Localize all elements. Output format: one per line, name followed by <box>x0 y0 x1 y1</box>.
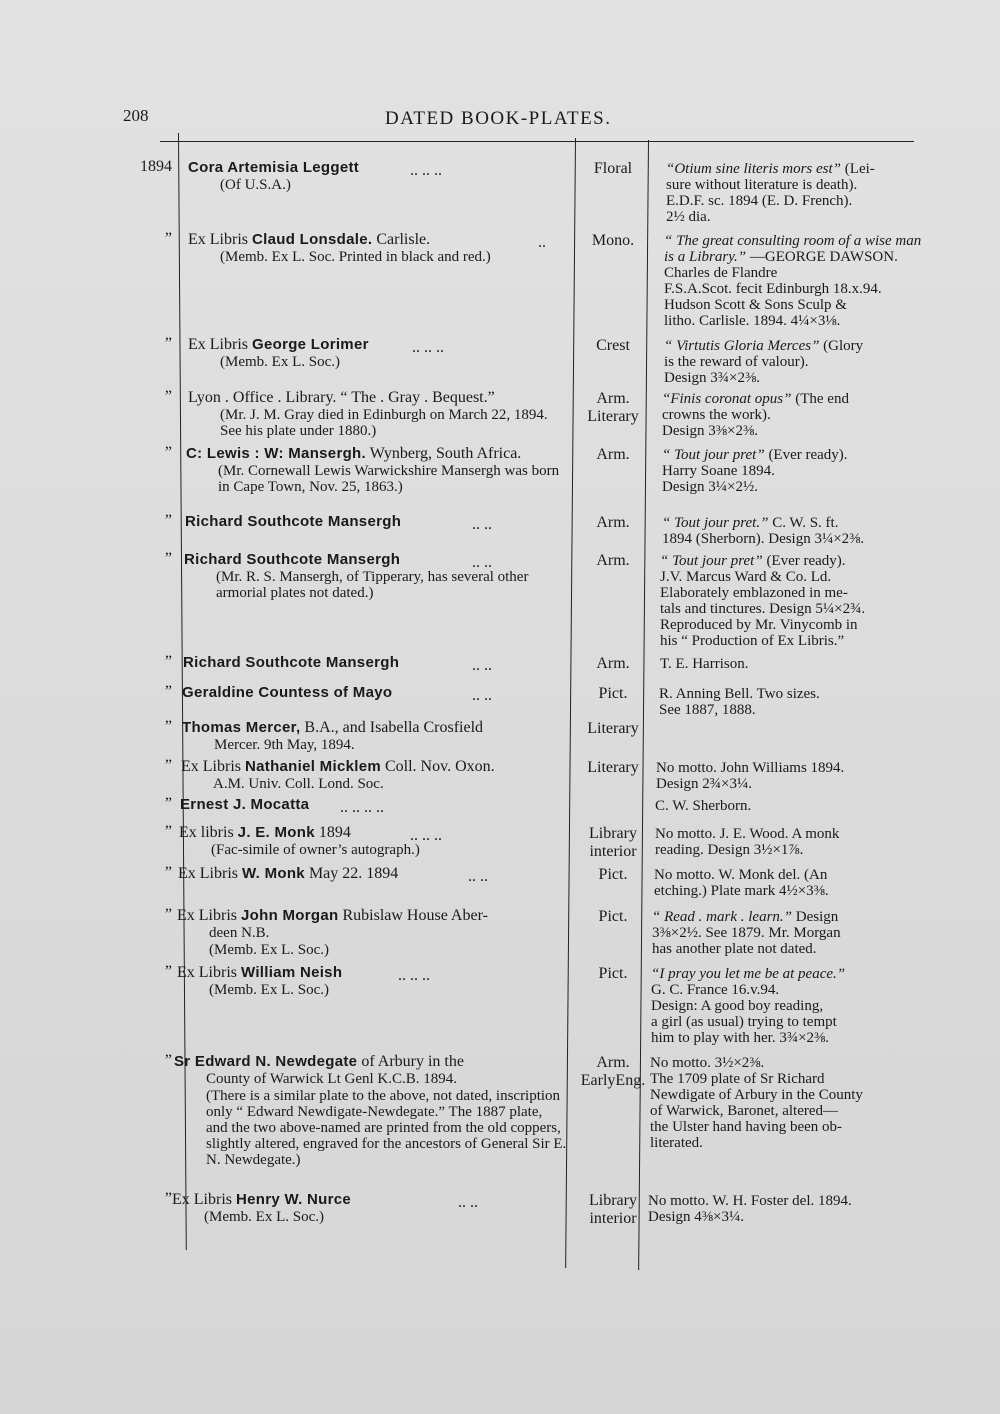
year-cell: ” <box>164 512 172 529</box>
year-cell: ” <box>164 1190 172 1207</box>
owner-note: Mercer. 9th May, 1894. <box>214 737 355 753</box>
style-cell: Pict. <box>598 685 628 702</box>
owner-name: Richard Southcote Mansergh <box>185 513 402 530</box>
owner-line <box>177 907 488 924</box>
leader-dots: .. .. .. <box>410 162 442 179</box>
motto-note-cell <box>650 1055 908 1151</box>
owner-note: (Memb. Ex L. Soc. Printed in black and red.) <box>220 249 491 265</box>
owner-line <box>182 719 483 736</box>
owner-line <box>188 336 369 353</box>
plate-details: G. C. France 16.v.94. Design: A good boy reading, a girl (as usual) trying to tempt him to play with her. 3¾×2⅜. <box>651 982 837 1046</box>
style-cell: Arm. EarlyEng. <box>580 1054 646 1089</box>
ex-libris-label: Ex Libris <box>178 865 242 882</box>
plate-details: R. Anning Bell. Two sizes. See 1887, 1888. <box>659 686 820 718</box>
motto-note-cell <box>662 447 920 495</box>
style-cell: Library interior <box>589 825 637 860</box>
owner-note: (Memb. Ex L. Soc.) <box>220 354 340 370</box>
owner-name-cell <box>172 1190 351 1226</box>
owner-place: May 22. 1894 <box>304 865 399 882</box>
plate-details: (The end crowns the work). Design 3⅜×2⅜. <box>662 391 849 439</box>
owner-note: (Fac-simile of owner’s autograph.) <box>211 842 420 858</box>
year-cell: ” <box>164 757 172 774</box>
ex-libris-label: Ex Libris <box>188 336 252 353</box>
plate-details: No motto. John Williams 1894. Design 2¾×3¼. <box>656 760 845 792</box>
running-head: DATED BOOK-PLATES. <box>385 108 612 129</box>
year-cell: ” <box>164 444 172 461</box>
motto-note-cell <box>664 233 922 329</box>
motto-note-cell <box>654 867 912 899</box>
leader-dots: .. .. .. <box>398 967 430 984</box>
motto: “ Tout jour pret.” <box>662 515 769 531</box>
year-cell: ” <box>164 1052 172 1069</box>
style-cell: Arm. <box>596 655 630 672</box>
owner-name-cell <box>186 444 567 495</box>
owner-note: County of Warwick Lt Genl K.C.B. 1894. <box>206 1071 457 1087</box>
motto-note-cell <box>652 909 910 957</box>
owner-name: J. E. Monk <box>237 824 315 841</box>
plate-details: No motto. W. H. Foster del. 1894. Design 4⅜×3¼. <box>648 1193 852 1225</box>
style-cell: Pict. <box>598 866 628 883</box>
owner-name: Cora Artemisia Leggett <box>188 159 360 176</box>
owner-place: Wynberg, South Africa. <box>365 445 522 462</box>
owner-place: 1894 <box>314 824 351 841</box>
style-cell: Arm. <box>596 552 630 569</box>
leader-dots: .. .. .. <box>410 827 442 844</box>
owner-note: A.M. Univ. Coll. Lond. Soc. <box>213 776 384 792</box>
plate-details: (Ever ready). Harry Soane 1894. Design 3¼×2½. <box>662 447 848 495</box>
motto: “ Tout jour pret” <box>662 447 765 463</box>
owner-line <box>179 824 351 841</box>
owner-line <box>185 513 401 530</box>
owner-name: Nathaniel Micklem <box>245 758 381 775</box>
style-cell: Pict. <box>598 965 628 982</box>
page-number: 208 <box>123 106 149 125</box>
owner-line <box>177 964 342 981</box>
owner-line <box>188 159 359 176</box>
owner-note: (Memb. Ex L. Soc.) <box>204 1209 324 1225</box>
plate-details: No motto. J. E. Wood. A monk reading. Design 3½×1⅞. <box>655 826 840 858</box>
owner-name-cell <box>177 963 342 999</box>
motto-note-cell <box>664 338 922 386</box>
motto: “ The great consulting room of a wise man is a Library.” <box>664 233 922 265</box>
owner-name: C: Lewis : W: Mansergh. <box>186 445 366 462</box>
plate-details: —GEORGE DAWSON. Charles de Flandre F.S.A.Scot. fecit Edinburgh 18.x.94. Hudson Scott & Sons Sculp & litho. Carlisle. 1894. 4¼×3⅛. <box>664 249 898 329</box>
owner-name-cell <box>179 823 420 859</box>
owner-place: Rubislaw House Aber- <box>338 907 488 924</box>
plate-details: T. E. Harrison. <box>660 656 749 672</box>
year-cell: ” <box>164 550 172 567</box>
motto: “I pray you let me be at peace.” <box>651 966 846 982</box>
owner-name: Geraldine Countess of Mayo <box>182 684 393 701</box>
owner-note: (Mr. Cornewall Lewis Warwickshire Mansergh was born in Cape Town, Nov. 25, 1863.) <box>218 463 560 495</box>
plate-details: No motto. W. Monk del. (An etching.) Plate mark 4½×3⅜. <box>654 867 829 899</box>
leader-dots: .. .. <box>458 1194 478 1211</box>
year-cell: ” <box>164 906 172 923</box>
plate-details: C. W. Sherborn. <box>655 798 752 814</box>
motto: “Otium sine literis mors est” <box>666 161 842 177</box>
owner-name-cell <box>181 757 495 793</box>
motto-note-cell <box>662 515 920 547</box>
motto: “ Tout jour pret” <box>660 553 763 569</box>
motto-note-cell <box>655 826 913 858</box>
plate-details: C. W. S. ft. 1894 (Sherborn). Design 3¼×2⅜. <box>662 515 865 547</box>
owner-name: William Neish <box>241 964 343 981</box>
owner-name-cell <box>188 388 567 439</box>
column-rule-right <box>638 140 649 1270</box>
owner-note: (Mr. J. M. Gray died in Edinburgh on March 22, 1894. See his plate under 1880.) <box>220 407 548 439</box>
owner-name: Ernest J. Mocatta <box>180 796 310 813</box>
owner-line <box>172 1191 351 1208</box>
leader-dots: .. .. <box>472 554 492 571</box>
year-cell: ” <box>164 653 172 670</box>
year-cell: ” <box>164 230 172 247</box>
owner-line <box>188 231 430 248</box>
leader-dots: .. .. <box>472 657 492 674</box>
owner-line <box>180 796 309 813</box>
ex-libris-label: Ex Libris <box>172 1191 236 1208</box>
style-cell: Literary <box>587 720 639 737</box>
owner-line <box>182 684 392 701</box>
owner-name-cell <box>188 335 369 371</box>
motto-note-cell <box>655 798 913 814</box>
owner-line <box>186 445 521 462</box>
style-cell: Floral <box>593 160 633 177</box>
year-cell: ” <box>164 388 172 405</box>
style-cell: Library interior <box>589 1192 637 1227</box>
owner-place: B.A., and Isabella Crosfield <box>300 719 484 736</box>
leader-dots: .. .. <box>472 687 492 704</box>
owner-place: of Arbury in the <box>357 1053 464 1070</box>
owner-note: (Memb. Ex L. Soc.) <box>209 982 329 998</box>
owner-line <box>174 1053 464 1070</box>
owner-line <box>184 551 400 568</box>
ex-libris-label: Ex Libris <box>188 231 252 248</box>
motto-note-cell <box>660 553 918 649</box>
owner-name: Sr Edward N. Newdegate <box>174 1053 358 1070</box>
motto: “Finis coronat opus” <box>662 391 792 407</box>
owner-name-cell <box>188 158 359 194</box>
owner-name-cell <box>178 864 398 883</box>
owner-name: Richard Southcote Mansergh <box>183 654 400 671</box>
style-cell: Crest <box>596 337 630 354</box>
style-cell: Literary <box>587 759 639 776</box>
owner-note-extra: (There is a similar plate to the above, not dated, inscription only “ Edward Newdigate-Newdegate.” The 1887 plate, and the two above-named are printed from the old coppers, slightly altered, engraved for the ancestors of General Sir E. N. Newdegate.) <box>206 1088 567 1168</box>
owner-note: deen N.B. <box>209 925 270 941</box>
ex-libris-label: Ex Libris <box>177 907 241 924</box>
style-cell: Arm. Literary <box>587 390 639 425</box>
plate-details: (Glory is the reward of valour). Design 3¾×2⅜. <box>664 338 864 386</box>
plate-details: (Lei- sure without literature is death). E.D.F. sc. 1894 (E. D. French). 2½ dia. <box>666 161 875 225</box>
motto-note-cell <box>648 1193 906 1225</box>
leader-dots: .. .. <box>472 516 492 533</box>
year-cell: ” <box>164 963 172 980</box>
owner-name-cell <box>184 550 567 601</box>
year-cell: ” <box>164 795 172 812</box>
motto-note-cell <box>656 760 914 792</box>
motto-note-cell <box>651 966 909 1046</box>
owner-name: W. Monk <box>242 865 305 882</box>
owner-name: Henry W. Nurce <box>236 1191 352 1208</box>
owner-name-cell <box>177 906 488 959</box>
owner-name-cell <box>188 230 491 266</box>
year-cell: ” <box>164 823 172 840</box>
plate-details: No motto. 3½×2⅜. The 1709 plate of Sr Richard Newdigate of Arbury in the County of Warwick, Baronet, altered— the Ulster hand having been ob- literated. <box>650 1055 863 1151</box>
plate-details: Design 3⅜×2½. See 1879. Mr. Morgan has another plate not dated. <box>652 909 841 957</box>
leader-dots: .. .. .. <box>412 339 444 356</box>
leader-dots: .. <box>538 234 546 251</box>
style-cell: Arm. <box>596 514 630 531</box>
motto-note-cell <box>666 161 924 225</box>
leader-dots: .. .. <box>468 868 488 885</box>
year-cell: ” <box>164 718 172 735</box>
owner-place: Carlisle. <box>372 231 431 248</box>
year-cell: ” <box>164 335 172 352</box>
ex-libris-label: Ex Libris <box>177 964 241 981</box>
owner-line <box>178 865 398 882</box>
motto: “ Virtutis Gloria Merces” <box>664 338 820 354</box>
owner-name: Richard Southcote Mansergh <box>184 551 401 568</box>
motto-note-cell <box>662 391 920 439</box>
owner-place: Coll. Nov. Oxon. <box>380 758 495 775</box>
owner-line <box>188 389 495 406</box>
owner-name: Thomas Mercer, <box>182 719 301 736</box>
owner-name: Claud Lonsdale. <box>252 231 373 248</box>
year-cell: ” <box>164 864 172 881</box>
owner-name-cell <box>174 1052 567 1168</box>
owner-note: (Of U.S.A.) <box>220 177 291 193</box>
year-cell: ” <box>164 683 172 700</box>
owner-name: Lyon . Office . Library. “ The . Gray . Bequest.” <box>188 389 495 406</box>
owner-name-cell <box>182 718 483 754</box>
motto: “ Read . mark . learn.” <box>652 909 792 925</box>
plate-details: (Ever ready). J.V. Marcus Ward & Co. Ld. Elaborately emblazoned in me- tals and tinctures. Design 5¼×2¾. Reproduced by Mr. Vinycomb in his “ Production of Ex Libris.” <box>660 553 866 649</box>
ex-libris-label: Ex Libris <box>181 758 245 775</box>
owner-line <box>183 654 399 671</box>
owner-name-cell <box>185 512 401 531</box>
ex-libris-label: Ex libris <box>179 824 238 841</box>
owner-name-cell <box>182 683 392 702</box>
owner-note-extra: (Memb. Ex L. Soc.) <box>209 942 329 958</box>
owner-line <box>181 758 495 775</box>
motto-note-cell <box>659 686 917 718</box>
motto-note-cell <box>660 656 918 672</box>
style-cell: Pict. <box>598 908 628 925</box>
owner-name-cell <box>183 653 399 672</box>
owner-note: (Mr. R. S. Mansergh, of Tipperary, has several other armorial plates not dated.) <box>216 569 529 601</box>
owner-name: George Lorimer <box>252 336 369 353</box>
owner-name: John Morgan <box>241 907 339 924</box>
year-cell: 1894 <box>140 158 172 175</box>
style-cell: Mono. <box>591 232 635 249</box>
leader-dots: .. .. .. .. <box>340 799 384 816</box>
style-cell: Arm. <box>596 446 630 463</box>
owner-name-cell <box>180 795 309 814</box>
header-rule <box>160 141 914 142</box>
